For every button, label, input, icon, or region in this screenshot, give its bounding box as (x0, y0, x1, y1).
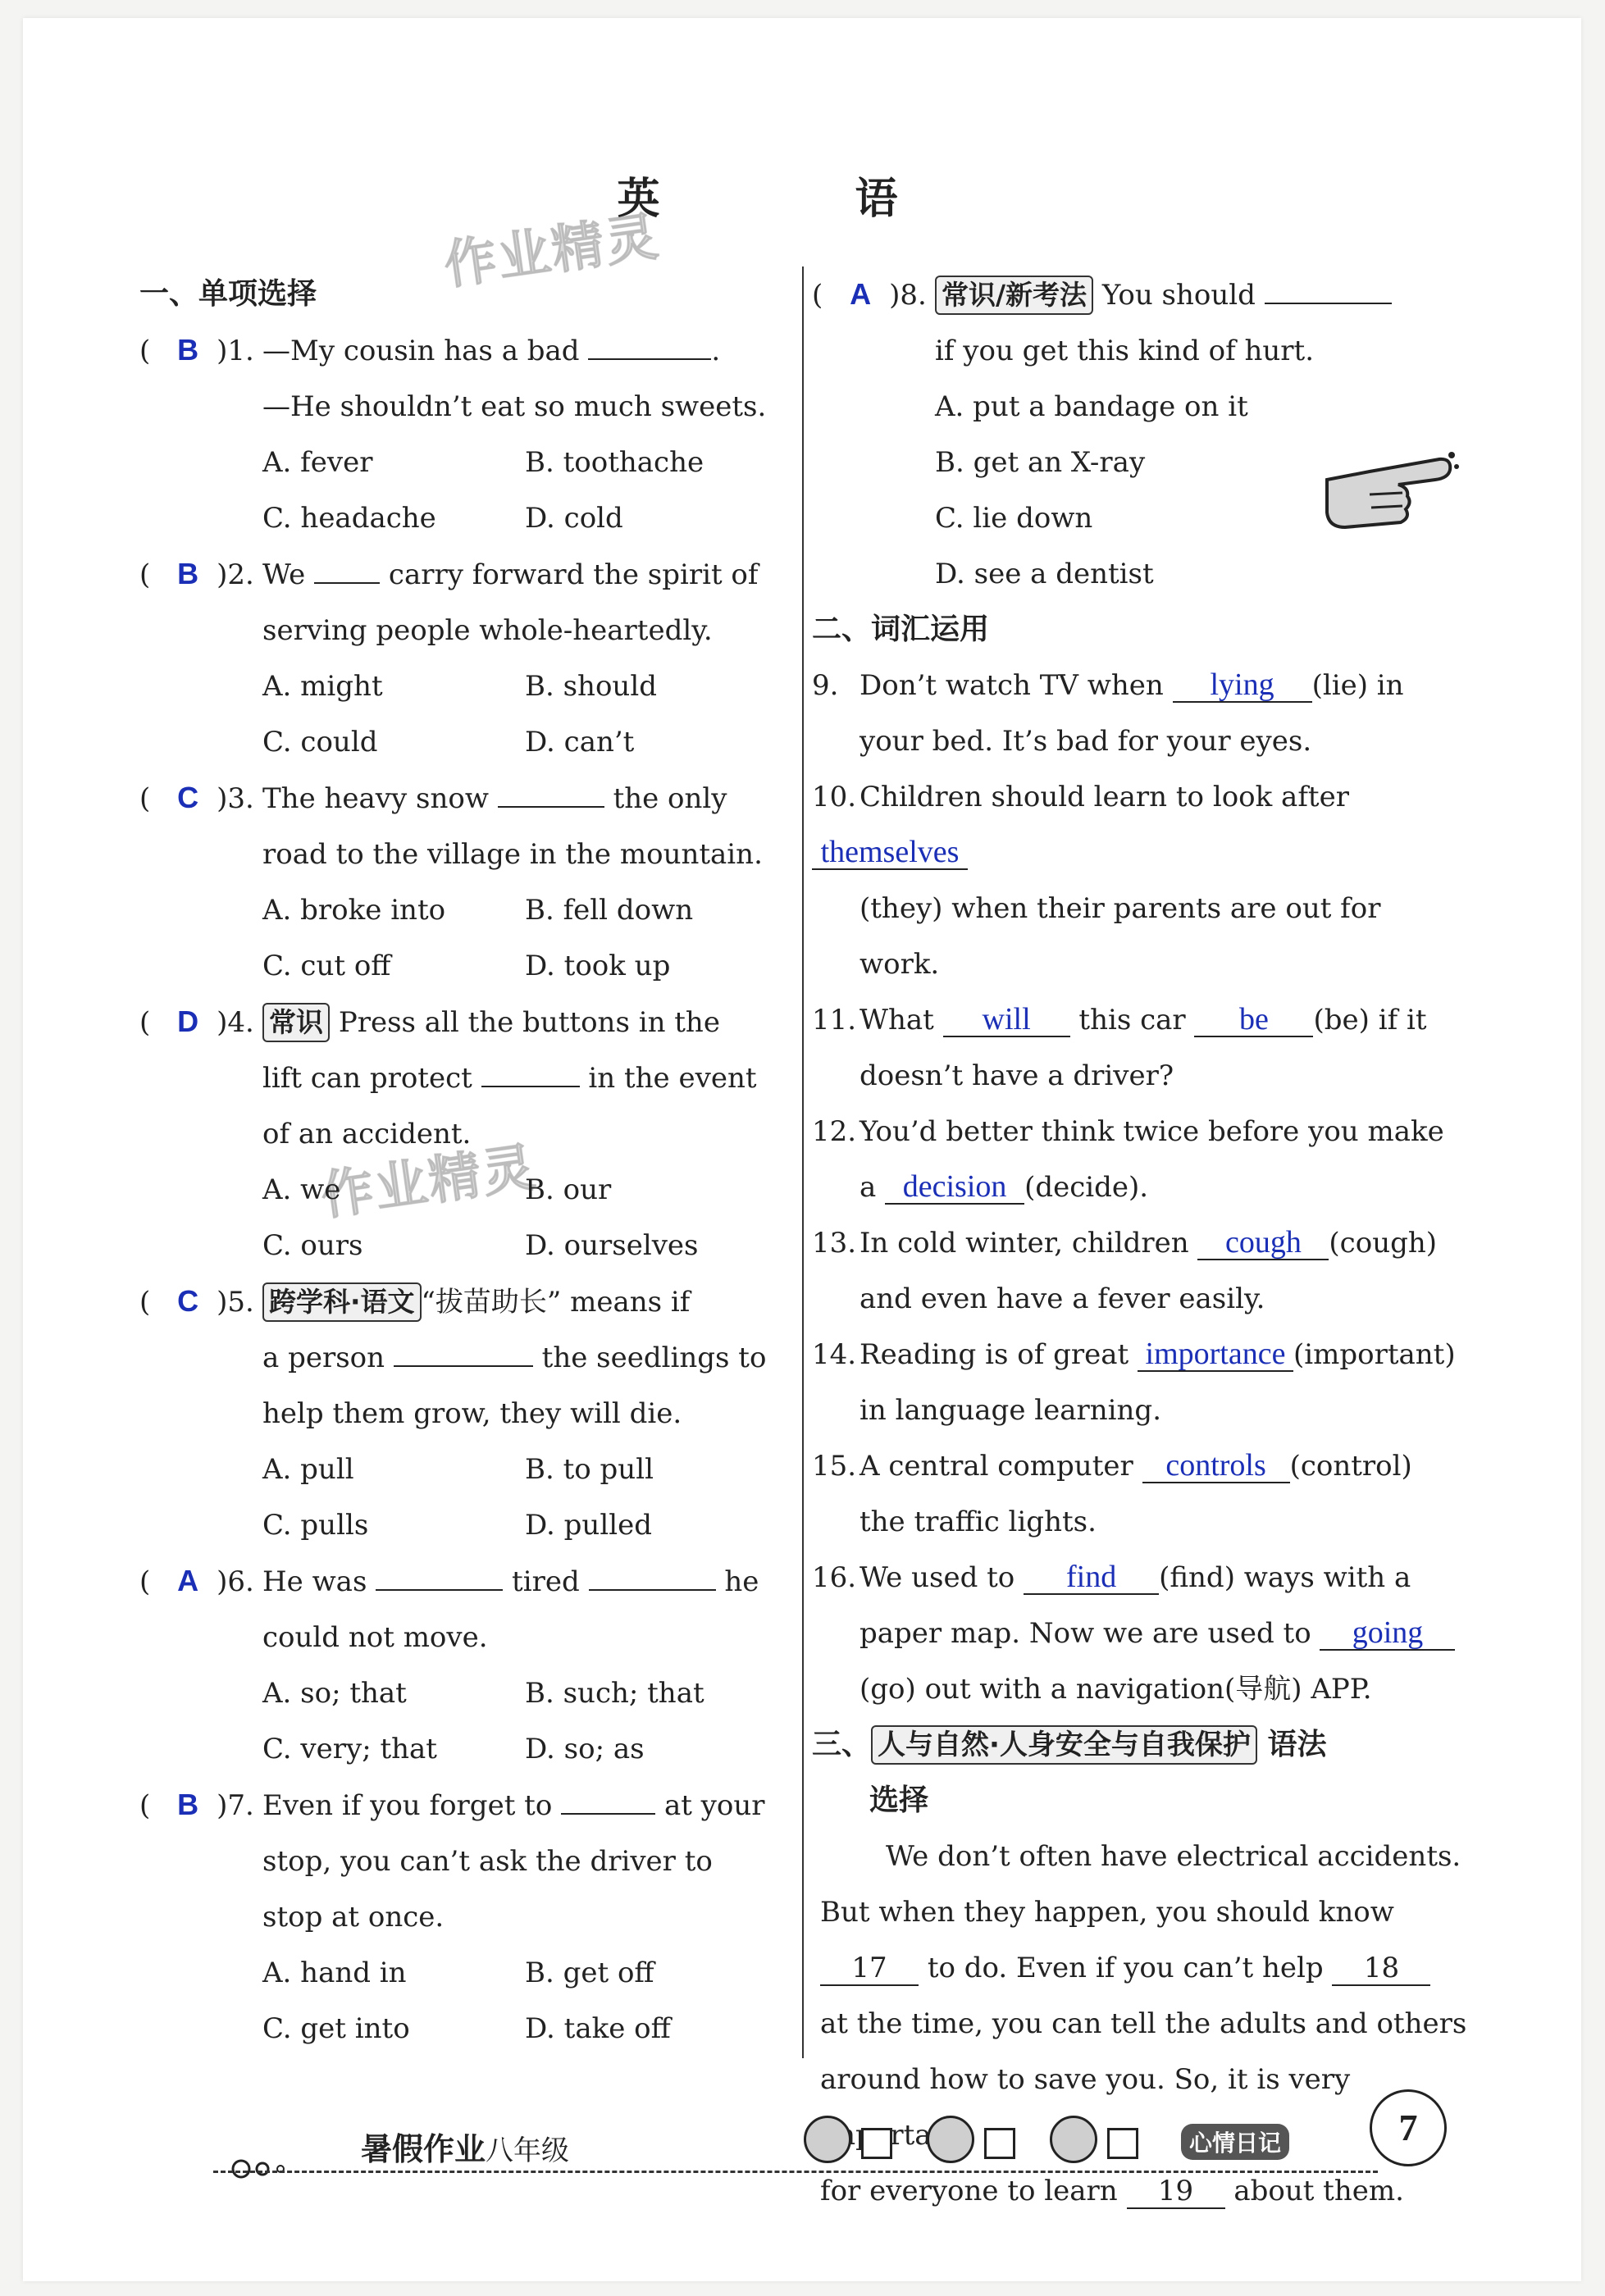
answer: C (177, 781, 199, 814)
question-6: ( A )6. He was tired he could not move. A. so; that B. such; that C. very; that D. so; as (139, 1553, 787, 1777)
answer-fill: going (1320, 1616, 1455, 1651)
left-column (139, 266, 787, 2057)
blank (376, 1556, 503, 1591)
right-column (812, 266, 1468, 2219)
numbered-blank: 19 (1127, 2175, 1225, 2209)
vocab-item-16: 16. We used to find (find) ways with a paper map. Now we are used to going (go) out with a navigation(导航) APP. (812, 1550, 1468, 1717)
watermark: 作业精灵 (440, 206, 663, 297)
answer-fill: lying (1173, 668, 1312, 703)
answer: D (177, 1004, 199, 1038)
blank (1265, 270, 1392, 304)
question-1: ( B )1. —My cousin has a bad . —He shouldn’t eat so much sweets. A. fever B. toothache C. headache D. cold (139, 322, 787, 546)
smile-face-icon (804, 2116, 851, 2163)
neutral-face-icon (927, 2116, 974, 2163)
answer-fill: be (1194, 1003, 1313, 1037)
numbered-blank: 18 (1332, 1952, 1430, 1986)
question-8: ( A )8. 常识/新考法 You should if you get this kind of hurt. A. put a bandage on it B. get an X-ray C. lie down D. see a dentist (812, 266, 1468, 602)
numbered-blank: 17 (820, 1952, 919, 1986)
section-heading: 一、单项选择 (139, 277, 317, 311)
category-tag: 常识/新考法 (935, 276, 1093, 315)
blank (589, 1556, 716, 1591)
question-2: ( B )2. We carry forward the spirit of serving people whole-heartedly. A. might B. should C. could D. can’t (139, 546, 787, 770)
mood-diary-label: 心情日记 (1181, 2124, 1289, 2160)
section-heading-line2: 选择 (869, 1784, 929, 1817)
vocab-item-11: 11. What will this car be (be) if it doesn’t have a driver? (812, 1002, 1427, 1092)
answer-fill: importance (1138, 1337, 1293, 1372)
vocab-item-13: 13. In cold winter, children cough (cough) and even have a fever easily. (812, 1225, 1438, 1315)
answer: A (850, 277, 872, 311)
question-5: ( C )5. 跨学科·语文 “拔苗助长” means if a person the seedlings to help them grow, they will die. A. pull B. to pull C. pulls D. pulled (139, 1273, 787, 1553)
blank (588, 326, 711, 360)
section-heading: 三、 人与自然·人身安全与自我保护 语法 (812, 1717, 1468, 1773)
answer-fill: themselves (812, 836, 968, 870)
sad-face-icon (1050, 2116, 1097, 2163)
page-title: 英 语 (617, 175, 988, 224)
answer: B (177, 333, 199, 367)
checkbox-sad[interactable] (1107, 2128, 1138, 2159)
checkbox-neutral[interactable] (984, 2128, 1015, 2159)
question-7: ( B )7. Even if you forget to at your stop, you can’t ask the driver to stop at once. A. hand in B. get off C. get into D. take off (139, 1777, 787, 2057)
watermark: 作业精灵 (317, 1137, 540, 1228)
section-heading: 二、词汇运用 (812, 613, 990, 646)
blank (314, 549, 380, 584)
question-4: ( D )4. 常识 Press all the buttons in the lift can protect in the event of an accident. A. we B. our C. ours D. ourselves (139, 994, 787, 1273)
answer-fill: controls (1142, 1449, 1290, 1483)
checkbox-smile[interactable] (861, 2128, 892, 2159)
page-number: 7 (1370, 2089, 1447, 2166)
answer-fill: decision (885, 1170, 1024, 1205)
category-tag: 常识 (262, 1003, 330, 1042)
category-tag: 人与自然·人身安全与自我保护 (871, 1725, 1257, 1765)
answer: A (177, 1564, 199, 1597)
blank (561, 1780, 655, 1815)
question-3: ( C )3. The heavy snow the only road to the village in the mountain. A. broke into B. fell down C. cut off D. took up (139, 770, 787, 994)
answer: B (177, 557, 199, 590)
blank (481, 1053, 580, 1087)
blank (394, 1332, 533, 1367)
dashed-rule (213, 2171, 1378, 2173)
blank (498, 773, 604, 808)
pointing-hand-icon (1320, 447, 1460, 537)
answer: B (177, 1788, 199, 1821)
flower-decoration-icon (230, 2152, 312, 2185)
vocab-item-14: 14. Reading is of great importance (important) in language learning. (812, 1337, 1456, 1427)
answer-fill: will (943, 1003, 1070, 1037)
vocab-item-12: 12. You’d better think twice before you make a decision (decide). (812, 1115, 1444, 1204)
passage: We don’t often have electrical accidents. But when they happen, you should know 17 to do. Even if you can’t help 18 at the time, you can tell the adults and others around how to save you. So, it is very for everyone to learn 19 about them. (820, 1840, 1467, 2207)
vocab-item-10: 10. Children should learn to look after themselves (they) when their parents are out for work. (812, 781, 1381, 981)
column-divider (802, 266, 804, 2058)
answer: C (177, 1284, 199, 1318)
vocab-item-9: 9. Don’t watch TV when lying (lie) in your bed. It’s bad for your eyes. (812, 667, 1404, 758)
answer-fill: find (1024, 1560, 1159, 1595)
category-tag: 跨学科·语文 (262, 1282, 422, 1322)
footer-title: 暑假作业八年级 (361, 2131, 570, 2167)
vocab-item-15: 15. A central computer controls (control) the traffic lights. (812, 1448, 1412, 1538)
answer-fill: cough (1197, 1226, 1329, 1260)
